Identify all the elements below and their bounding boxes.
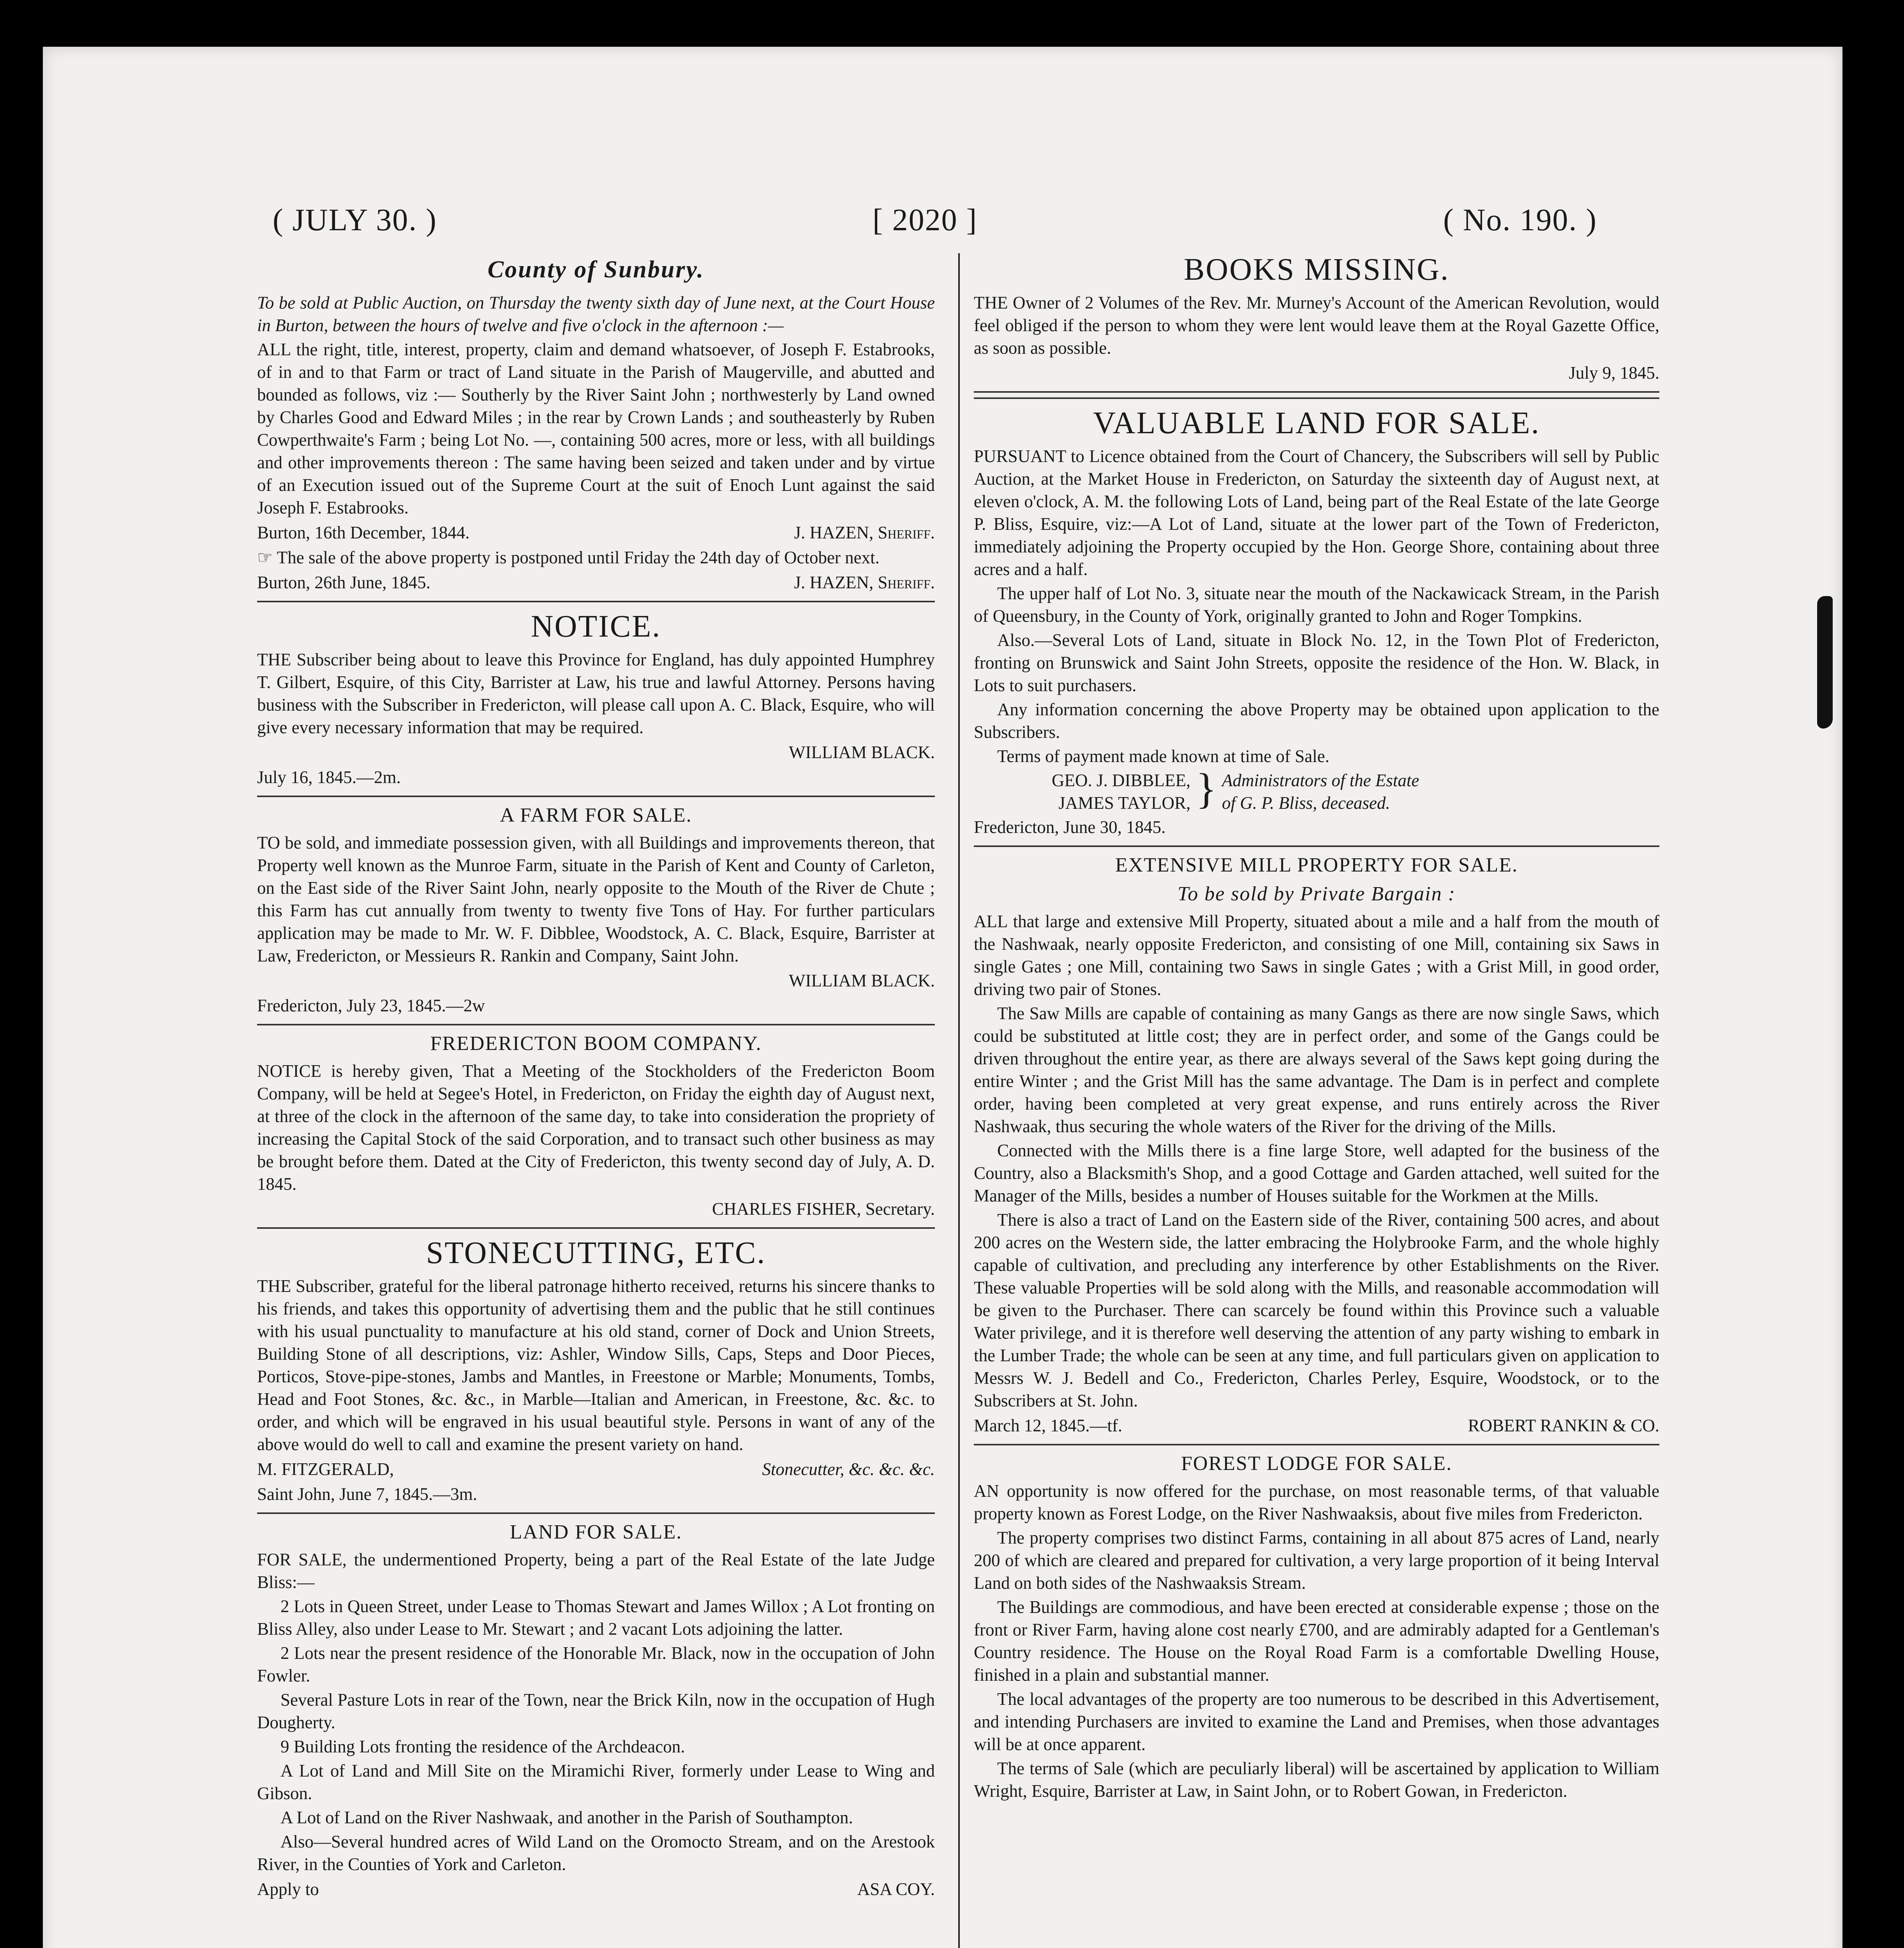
notice-date: Fredericton, July 23, 1845.—2w	[257, 996, 485, 1015]
issue-date: ( JULY 30. )	[273, 203, 437, 237]
signature-line	[974, 1414, 1659, 1437]
notice-paragraph: Several Pasture Lots in rear of the Town, near the Brick Kiln, now in the occupation of Hugh Dougherty.	[257, 1690, 935, 1732]
mill-property-notice	[974, 852, 1659, 1437]
notice-paragraph: The upper half of Lot No. 3, situate near the mouth of the Nackawicack Stream, in the Parish of Queensbury, in the County of York, originally granted to John and Roger Tompkins.	[974, 584, 1659, 626]
signature-name: J. HAZEN, Sheriff.	[794, 523, 935, 542]
notice-body: ALL that large and extensive Mill Property, situated about a mile and a half from the mouth of the Nashwaak, nearly opposite Fredericton, and consisting of one Mill, containing six Saws in single Gates ; one Mill, containing two Saws in single Gates ; with a Grist Mill, in good order, driving two pair of Stones.	[974, 912, 1659, 999]
issue-number: ( No. 190. )	[1443, 203, 1597, 237]
section-rule	[974, 845, 1659, 847]
section-rule	[257, 1024, 935, 1025]
notice-paragraph: Connected with the Mills there is a fine large Store, well adapted for the business of the Country, also a Blacksmith's Shop, and a good Cottage and Garden attached, well suited for the Manager of the Mills, besides a number of Houses suitable for the Workmen at the Mills.	[974, 1141, 1659, 1205]
postponement-note: ☞ The sale of the above property is postponed until Friday the 24th day of October next.	[257, 548, 880, 567]
forest-lodge-notice	[974, 1451, 1659, 1802]
land-sale-notice	[257, 1519, 935, 1900]
brace-glyph: }	[1196, 765, 1217, 812]
section-rule	[257, 1227, 935, 1229]
notice-paragraph: 2 Lots in Queen Street, under Lease to Thomas Stewart and James Willox ; A Lot fronting on Bliss Alley, also under Lease to Mr. Stewart ; and 2 vacant Lots adjoining the latter.	[257, 1597, 935, 1639]
notice-intro: To be sold at Public Auction, on Thursday the twenty sixth day of June next, at the Court House in Burton, between the hours of twelve and five o'clock in the afternoon :—	[257, 293, 935, 335]
notice-paragraph: Also.—Several Lots of Land, situate in Block No. 12, in the Town Plot of Fredericton, fronting on Brunswick and Saint John Streets, opposite the residence of the Hon. W. Black, in Lots to suit purchasers.	[974, 630, 1659, 695]
signature-name: CHARLES FISHER, Secretary.	[712, 1199, 935, 1219]
notice-intro: FOR SALE, the undermentioned Property, being a part of the Real Estate of the late Judge Bliss:—	[257, 1550, 935, 1592]
notice-body: AN opportunity is now offered for the purchase, on most reasonable terms, of that valuable property known as Forest Lodge, on the River Nashwaaksis, about five miles from Fredericton.	[974, 1481, 1659, 1523]
notice-title: EXTENSIVE MILL PROPERTY FOR SALE.	[1115, 854, 1518, 876]
sunbury-notice	[257, 251, 935, 594]
signature-line	[257, 521, 935, 544]
notice-paragraph: Any information concerning the above Property may be obtained upon application to the Subscribers.	[974, 700, 1659, 742]
administrators-block	[1052, 765, 1659, 814]
notice-paragraph: Also—Several hundred acres of Wild Land on the Oromocto Stream, and on the Arestook River, in the Counties of York and Carleton.	[257, 1832, 935, 1874]
notice-date: Saint John, June 7, 1845.—3m.	[257, 1484, 478, 1504]
notice-paragraph: The Buildings are commodious, and have been erected at considerable expense ; those on the front or River Farm, having alone cost nearly £700, and are admirably adapted for a Gentleman's Country residence. The House on the Royal Road Farm is a comfortable Dwelling House, finished in a plain and substantial manner.	[974, 1597, 1659, 1685]
apply-label: Apply to	[257, 1879, 319, 1899]
column-divider	[958, 253, 960, 1948]
signature-name: WILLIAM BLACK.	[789, 743, 935, 762]
signature-name: ROBERT RANKIN & CO.	[1468, 1416, 1659, 1435]
farm-notice	[257, 803, 935, 1017]
notice-body: PURSUANT to Licence obtained from the Court of Chancery, the Subscribers will sell by Public Auction, at the Market House in Fredericton, on Saturday the sixteenth day of August next, at eleven o'clock, A. M. the following Lots of Land, being part of the Real Estate of the late George P. Bliss, Esquire, viz:—A Lot of Land, situate at the lower part of the Town of Fredericton, immediately adjoining the Property occupied by the Hon. George Shore, containing about three acres and a half.	[974, 446, 1659, 579]
role-line: Administrators of the Estate	[1222, 771, 1419, 790]
notice-title: FREDERICTON BOOM COMPANY.	[430, 1032, 762, 1055]
signature-line	[257, 1458, 935, 1480]
notice-date: July 16, 1845.—2m.	[257, 768, 401, 787]
signature-name: J. HAZEN, Sheriff.	[794, 573, 935, 592]
administrator-names	[1052, 769, 1190, 814]
scan-edge-mark	[1817, 596, 1833, 729]
notice-paragraph: The property comprises two distinct Farms, containing in all about 875 acres of Land, nearly 200 of which are cleared and prepared for cultivation, a very large proportion of it being Interval Land on both sides of the Nashwaaksis Stream.	[974, 1528, 1659, 1593]
notice-body: THE Subscriber being about to leave this Province for England, has duly appointed Humphrey T. Gilbert, Esquire, of this City, Barrister at Law, his true and lawful Attorney. Persons having business with the Subscriber in Fredericton, will please call upon A. C. Black, Esquire, who will give every necessary information that may be required.	[257, 650, 935, 737]
section-rule	[974, 391, 1659, 399]
notice-date: March 12, 1845.—tf.	[974, 1416, 1123, 1435]
notice-title: STONECUTTING, ETC.	[426, 1236, 766, 1270]
administrator-name: JAMES TAYLOR,	[1058, 793, 1191, 813]
notice-body: THE Subscriber, grateful for the liberal patronage hitherto received, returns his sincere thanks to his friends, and takes this opportunity of advertising them and the public that he still continues with his usual punctuality to manufacture at his old stand, corner of Dock and Union Streets, Building Stone of all descriptions, viz: Ashler, Window Sills, Caps, Steps and Door Pieces, Porticos, Stove-pipe-stones, Jambs and Mantles, in Freestone or Marble; Monuments, Tombs, Head and Foot Stones, &c. &c., in Marble—Italian and American, in Freestone, &c. &c. to order, and which will be engraved in his usual beautiful style. Persons in want of any of the above would do well to call and examine the present variety on hand.	[257, 1276, 935, 1454]
valuable-land-notice	[974, 404, 1659, 838]
notice-paragraph: 9 Building Lots fronting the residence of the Archdeacon.	[280, 1737, 685, 1756]
signature-line	[974, 362, 1659, 384]
signature-line	[257, 1198, 935, 1220]
notice-date: July 9, 1845.	[1569, 363, 1659, 383]
right-column	[974, 249, 1659, 1804]
notice-paragraph: There is also a tract of Land on the Eastern side of the River, containing 500 acres, and about 200 acres on the Western side, the latter embracing the Holybrooke Farm, and the whole highly capable of cultivation, and precluding any interference by other Establishments on the River. These valuable Properties will be sold along with the Mills, and reasonable accommodation will be given to the Purchaser. There can scarcely be found within this Province such a valuable Water privilege, and it is therefore well deserving the attention of any party wishing to embark in the Lumber Trade; the whole can be seen at any time, and full particulars given on application to Messrs W. J. Bedell and Co., Fredericton, Charles Perley, Esquire, Woodstock, or to the Subscribers at St. John.	[974, 1210, 1659, 1410]
signature-name: ASA COY.	[857, 1879, 935, 1899]
notice-title: BOOKS MISSING.	[1183, 252, 1450, 287]
signature-place: Burton, 16th December, 1844.	[257, 523, 470, 542]
boom-company-notice	[257, 1031, 935, 1220]
administrator-name: GEO. J. DIBBLEE,	[1052, 771, 1191, 790]
notice-paragraph: The local advantages of the property are too numerous to be described in this Advertisement, and intending Purchasers are invited to examine the Land and Premises, when those advantages will be at once apparent.	[974, 1689, 1659, 1754]
signature-name: WILLIAM BLACK.	[789, 971, 935, 990]
black-notice	[257, 608, 935, 789]
signature-line	[257, 1878, 935, 1900]
notice-body: NOTICE is hereby given, That a Meeting of the Stockholders of the Fredericton Boom Company, will be held at Segee's Hotel, in Fredericton, on Friday the eighth day of August next, at three of the clock in the afternoon of the same day, to take into consideration the propriety of increasing the Capital Stock of the said Corporation, and to transact such other business as may be brought before them. Dated at the City of Fredericton, this twenty second day of July, A. D. 1845.	[257, 1061, 935, 1194]
notice-paragraph: The terms of Sale (which are peculiarly liberal) will be ascertained by application to William Wright, Esquire, Barrister at Law, in Saint John, or to Robert Gowan, in Fredericton.	[974, 1759, 1659, 1801]
books-missing-notice	[974, 251, 1659, 384]
notice-paragraph: The Saw Mills are capable of containing as many Gangs as there are now single Saws, which could be substituted at little cost; they are in perfect order, and some of the Gangs could be driven throughout the entire year, as there are always several of the Saws kept going during the entire Winter ; and the Grist Mill has the same advantage. The Dam is in perfect and complete order, having been completed at very great expense, and runs entirely across the River Nashwaak, thus securing the whole waters of the River for the driving of the Mills.	[974, 1004, 1659, 1136]
notice-paragraph: A Lot of Land on the River Nashwaak, and another in the Parish of Southampton.	[280, 1808, 853, 1827]
signature-line	[257, 969, 935, 992]
page-number: [ 2020 ]	[873, 203, 978, 237]
signature-line	[257, 741, 935, 764]
left-column	[257, 249, 935, 1903]
administrator-role	[1222, 769, 1419, 814]
notice-title: FOREST LODGE FOR SALE.	[1181, 1452, 1452, 1475]
notice-title: NOTICE.	[531, 609, 661, 644]
notice-paragraph: 2 Lots near the present residence of the Honorable Mr. Black, now in the occupation of John Fowler.	[257, 1643, 935, 1685]
signature-line	[257, 571, 935, 594]
signature-place: Burton, 26th June, 1845.	[257, 573, 430, 592]
notice-subtitle: To be sold by Private Bargain :	[1178, 883, 1456, 905]
notice-body: ALL the right, title, interest, property, claim and demand whatsoever, of Joseph F. Estabrooks, of in and to that Farm or tract of Land situate in the Parish of Maugerville, and abutted and bounded as follows, viz :— Southerly by the River Saint John ; northwesterly by Land owned by Charles Good and Edward Miles ; in the rear by Crown Lands ; and southeasterly by Ruben Cowperthwaite's Farm ; being Lot No. —, containing 500 acres, more or less, with all buildings and other improvements thereon : The same having been seized and taken under and by virtue of an Execution issued out of the Supreme Court at the suit of Enoch Lunt against the said Joseph F. Estabrooks.	[257, 340, 935, 517]
section-rule	[974, 1444, 1659, 1445]
notice-title: LAND FOR SALE.	[509, 1521, 682, 1543]
notice-title: A FARM FOR SALE.	[500, 804, 692, 826]
notice-body: THE Owner of 2 Volumes of the Rev. Mr. Murney's Account of the American Revolution, would feel obliged if the person to whom they were lent would leave them at the Royal Gazette Office, as soon as possible.	[974, 293, 1659, 358]
role-line: of G. P. Bliss, deceased.	[1222, 793, 1390, 813]
notice-paragraph: A Lot of Land and Mill Site on the Miramichi River, formerly under Lease to Wing and Gibson.	[257, 1761, 935, 1803]
section-rule	[257, 796, 935, 797]
signature-role: Stonecutter, &c. &c. &c.	[762, 1459, 935, 1479]
notice-heading: County of Sunbury.	[487, 256, 705, 283]
notice-title: VALUABLE LAND FOR SALE.	[1093, 406, 1540, 440]
section-rule	[257, 601, 935, 602]
section-rule	[257, 1512, 935, 1514]
notice-date: Fredericton, June 30, 1845.	[974, 817, 1166, 837]
notice-paragraph: Terms of payment made known at time of Sale.	[997, 746, 1329, 766]
notice-body: TO be sold, and immediate possession given, with all Buildings and improvements thereon, that Property well known as the Munroe Farm, situate in the Parish of Kent and County of Carleton, on the East side of the River Saint John, nearly opposite to the Mouth of the River de Chute ; this Farm has cut annually from twenty to twenty five Tons of Hay. For further particulars application may be made to Mr. W. F. Dibblee, Woodstock, A. C. Black, Esquire, Barrister at Law, Fredericton, or Messieurs R. Rankin and Company, Saint John.	[257, 833, 935, 965]
stonecutting-notice	[257, 1234, 935, 1505]
signature-name: M. FITZGERALD,	[257, 1459, 394, 1479]
masthead	[273, 203, 1597, 249]
